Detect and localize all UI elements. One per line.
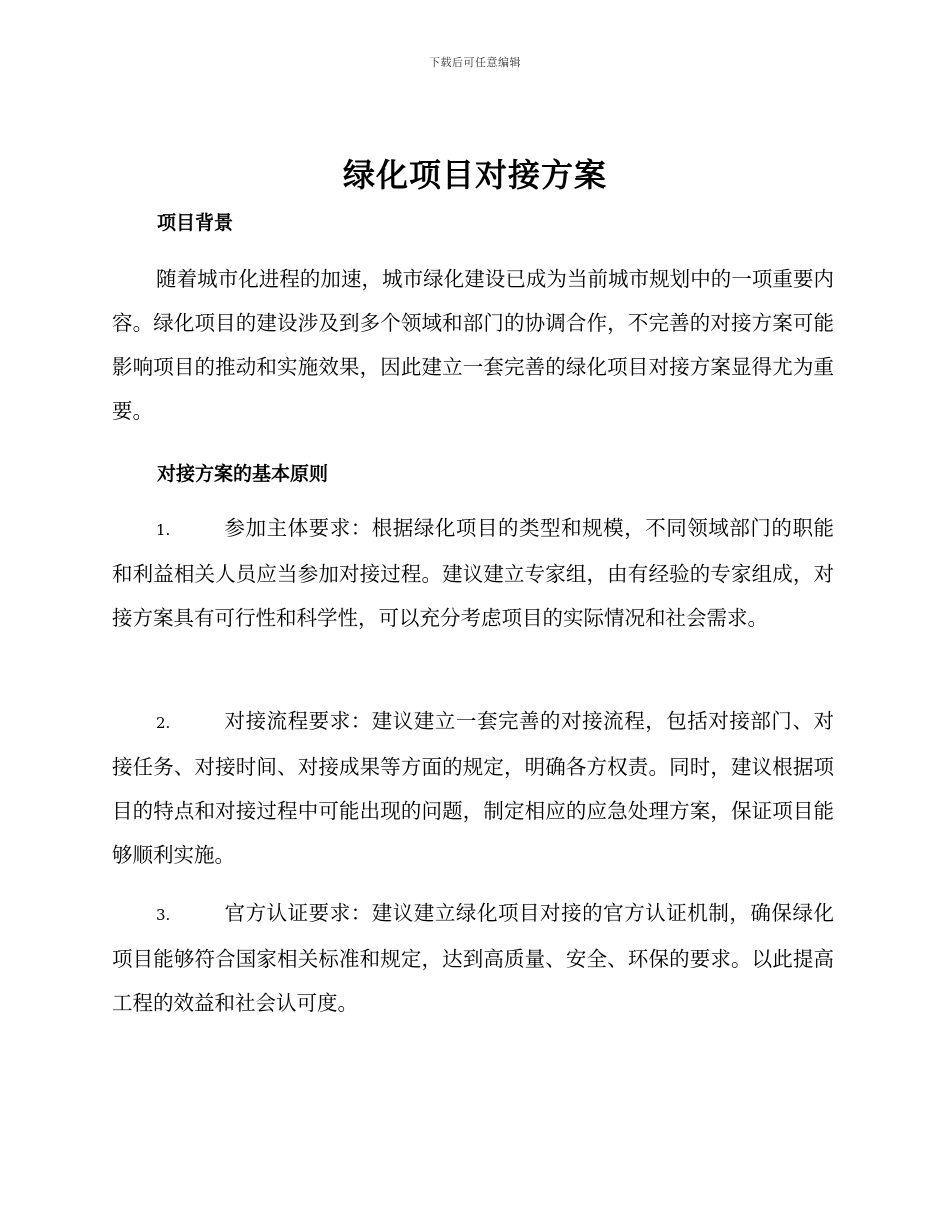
section-heading-background: 项目背景 [157, 212, 234, 234]
list-item-text: 官方认证要求：建议建立绿化项目对接的官方认证机制，确保绿化项目能够符合国家相关标准和规定，达到高质量、安全、环保的要求。以此提高工程的效益和社会认可度。 [112, 901, 834, 1015]
section-heading-principles: 对接方案的基本原则 [157, 463, 329, 485]
list-item-number: 3. [156, 906, 171, 924]
list-item [112, 699, 834, 877]
list-item [112, 506, 834, 640]
header-note: 下载后可任意编辑 [429, 56, 521, 69]
list-item [112, 891, 834, 1025]
document-title: 绿化项目对接方案 [342, 156, 607, 194]
list-item-number: 1. [156, 521, 171, 539]
list-item-number: 2. [156, 714, 171, 732]
list-item-text: 参加主体要求：根据绿化项目的类型和规模，不同领域部门的职能和利益相关人员应当参加对接过程。建议建立专家组，由有经验的专家组成，对接方案具有可行性和科学性，可以充分考虑项目的实际情况和社会需求。 [112, 516, 834, 630]
paragraph-background [112, 257, 834, 433]
paragraph-text: 随着城市化进程的加速，城市绿化建设已成为当前城市规划中的一项重要内容。绿化项目的建设涉及到多个领域和部门的协调合作，不完善的对接方案可能影响项目的推动和实施效果，因此建立一套完善的绿化项目对接方案显得尤为重要。 [112, 267, 834, 423]
list-item-text: 对接流程要求：建议建立一套完善的对接流程，包括对接部门、对接任务、对接时间、对接成果等方面的规定，明确各方权责。同时，建议根据项目的特点和对接过程中可能出现的问题，制定相应的应急处理方案，保证项目能够顺利实施。 [112, 709, 834, 867]
